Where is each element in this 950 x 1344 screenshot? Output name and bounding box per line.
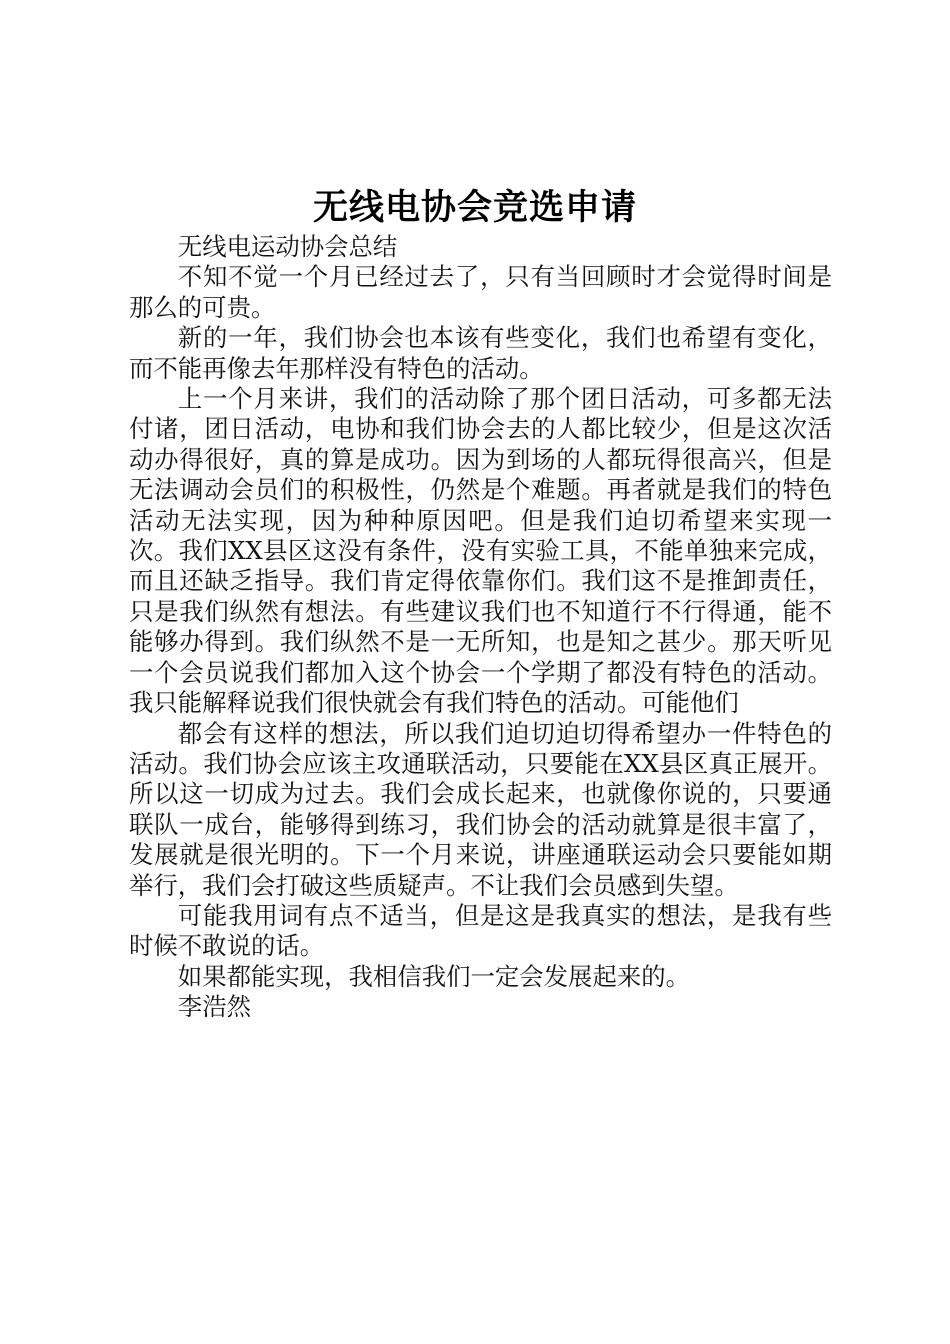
body-paragraph: 上一个月来讲，我们的活动除了那个团日活动，可多都无法付诸，团日活动，电协和我们协会去的人都比较少，但是这次活动办得很好，真的算是成功。因为到场的人都玩得很高兴，但是无法调动会员们的积极性，仍然是个难题。再者就是我们的特色活动无法实现，因为种种原因吧。但是我们迫切希望来实现一次。我们XX县区这没有条件，没有实验工具，不能单独来完成，而且还缺乏指导。我们肯定得依靠你们。我们这不是推卸责任，只是我们纵然有想法。有些建议我们也不知道行不行得通，能不能够办得到。我们纵然不是一无所知，也是知之甚少。那天听见一个会员说我们都加入这个协会一个学期了都没有特色的活动。我只能解释说我们很快就会有我们特色的活动。可能他们 [129,384,832,718]
body-paragraph: 都会有这样的想法，所以我们迫切迫切得希望办一件特色的活动。我们协会应该主攻通联活动，只要能在XX县区真正展开。所以这一切成为过去。我们会成长起来，也就像你说的，只要通联队一成台，能够得到练习，我们协会的活动就算是很丰富了，发展就是很光明的。下一个月来说，讲座通联运动会只要能如期举行，我们会打破这些质疑声。不让我们会员感到失望。 [129,718,832,900]
body-paragraph: 不知不觉一个月已经过去了，只有当回顾时才会觉得时间是那么的可贵。 [129,262,832,322]
document-title: 无线电协会竞选申请 [312,187,637,228]
body-paragraph: 可能我用词有点不适当，但是这是我真实的想法，是我有些时候不敢说的话。 [129,900,832,961]
author-signature: 李浩然 [177,992,251,1022]
document-body [129,232,832,1023]
body-paragraph: 新的一年，我们协会也本该有些变化，我们也希望有变化，而不能再像去年那样没有特色的活动。 [129,323,832,383]
subtitle-paragraph: 无线电运动协会总结 [177,232,398,261]
closing-paragraph: 如果都能实现，我相信我们一定会发展起来的。 [177,961,691,991]
